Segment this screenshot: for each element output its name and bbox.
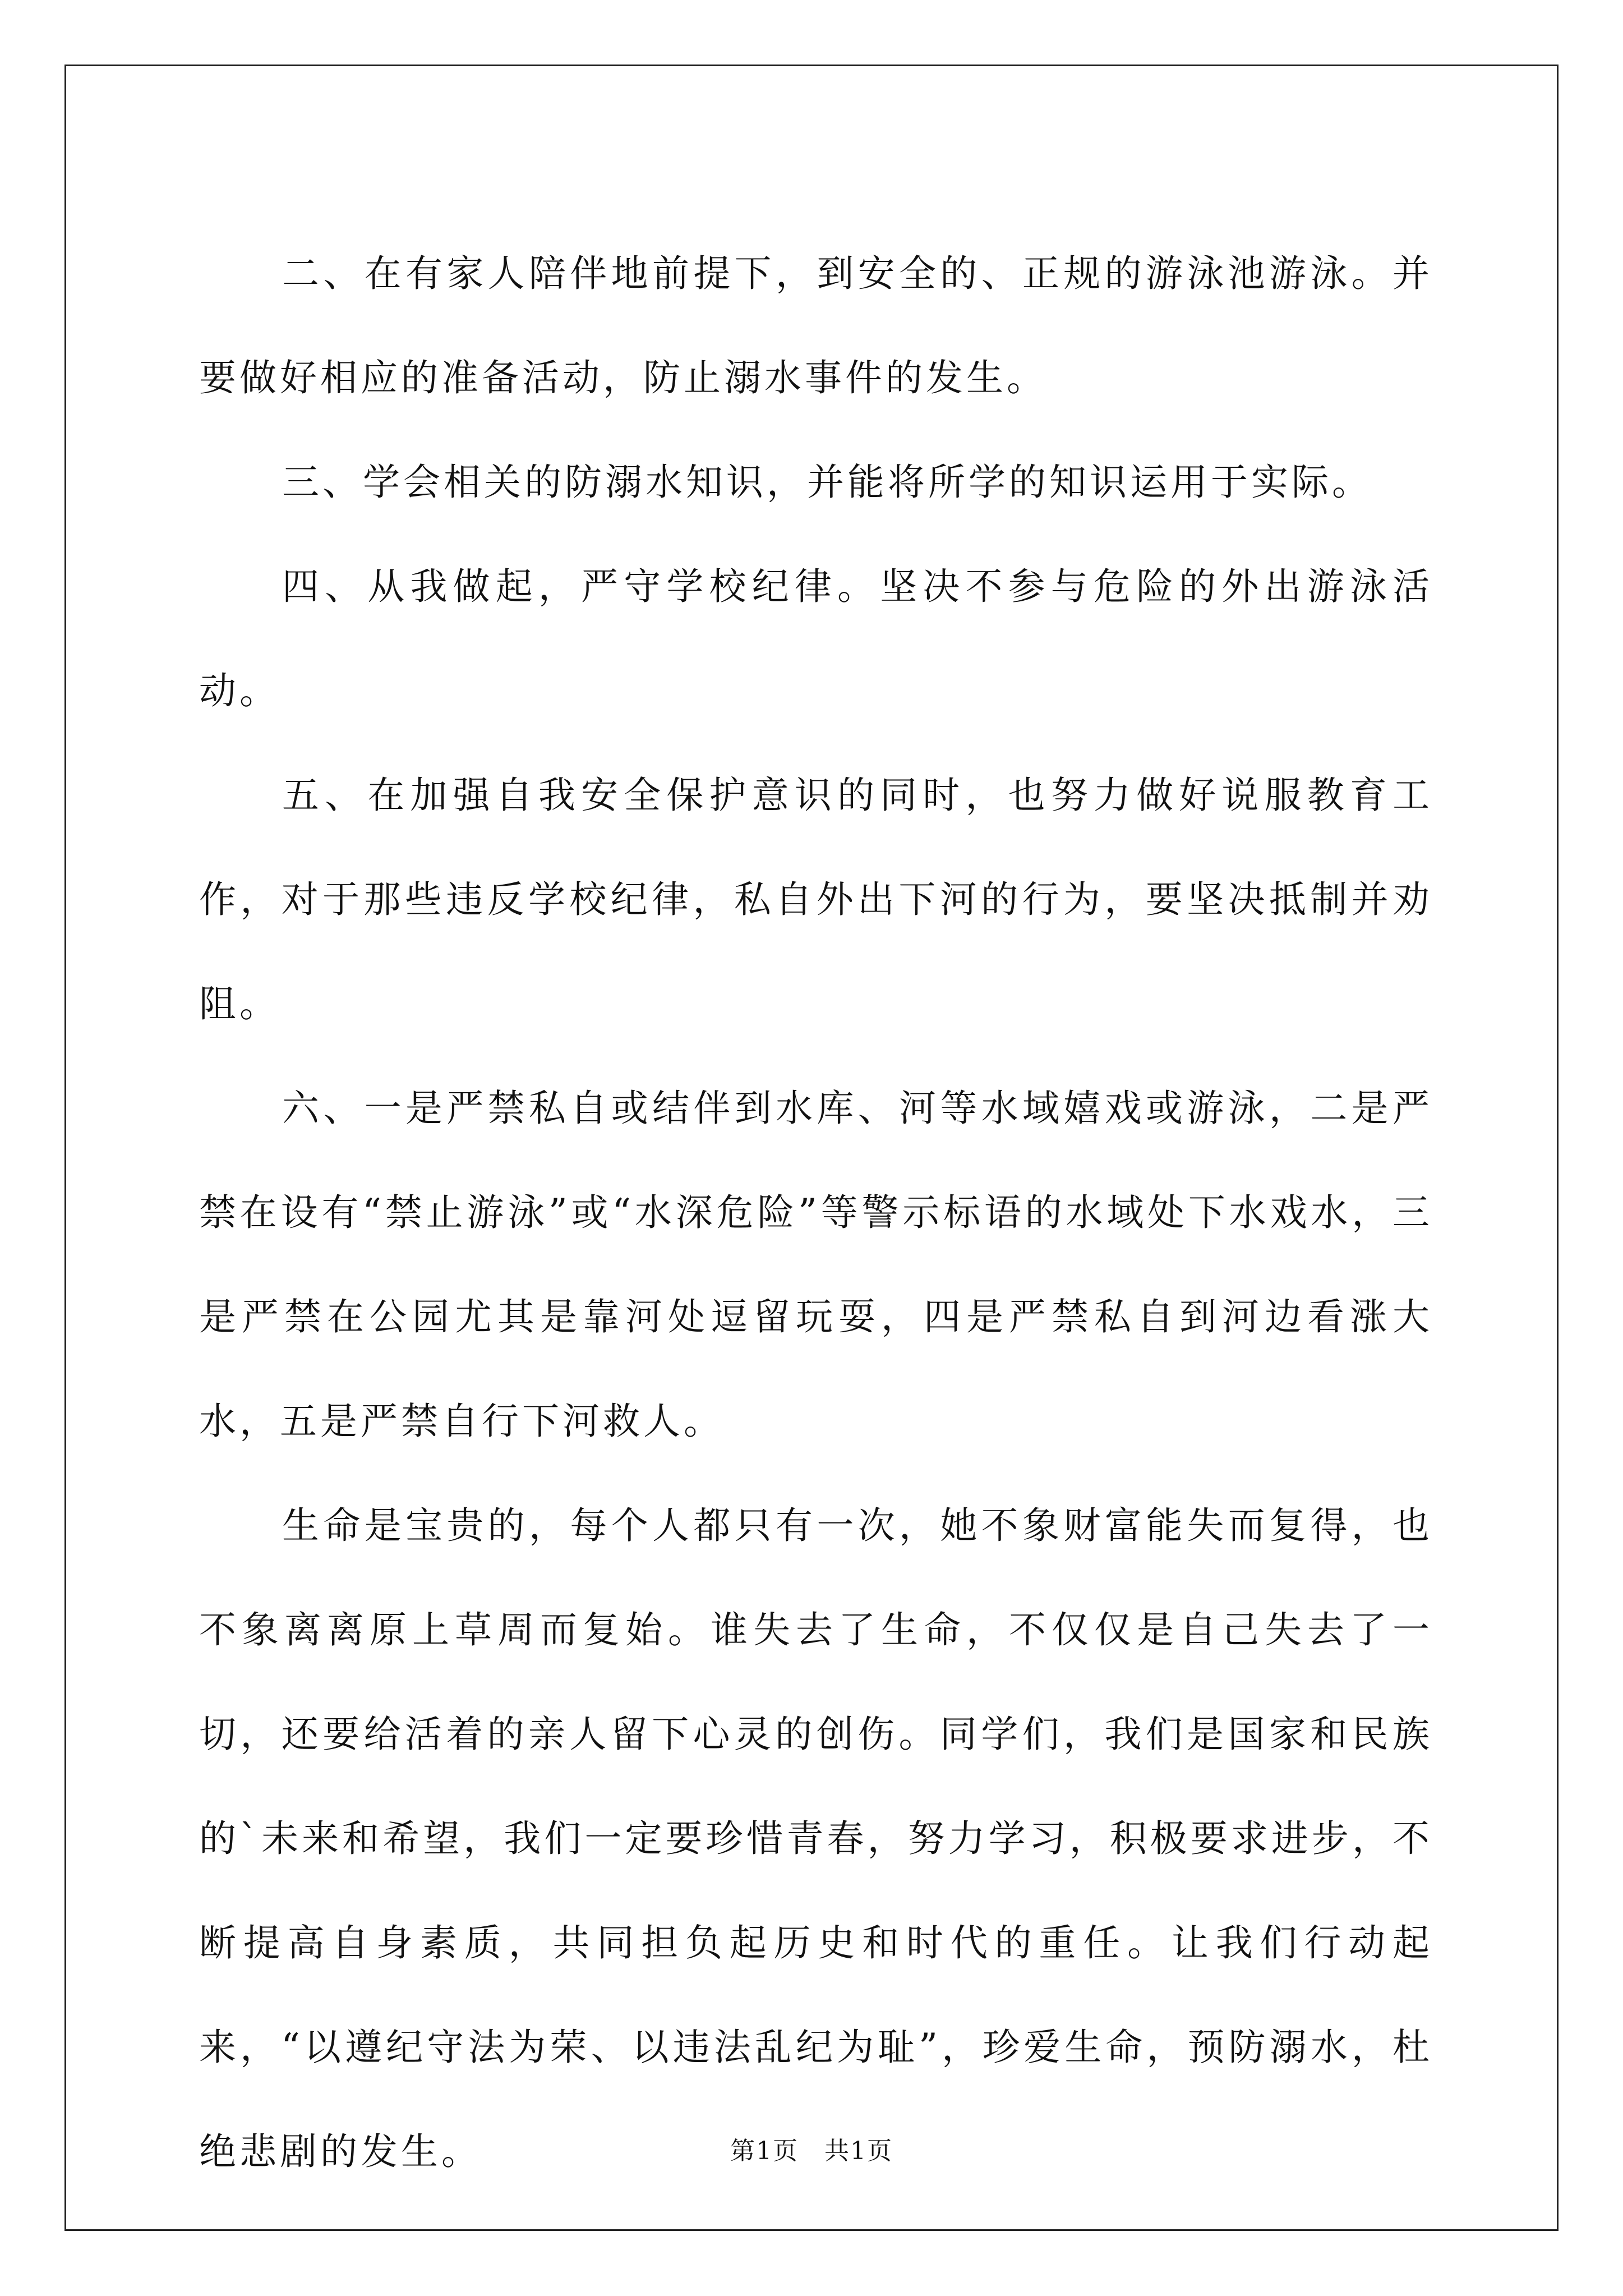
paragraph-4: 四、从我做起，严守学校纪律。坚决不参与危险的外出游泳活动。 [199,565,1433,712]
paragraph-6: 六、一是严禁私自或结伴到水库、河等水域嬉戏或游泳，二是严禁在设有“禁止游泳”或“水深危险”等警示标语的水域处下水戏水，三是严禁在公园尤其是靠河处逗留玩耍，四是严禁私自到河边看涨大水，五是严禁自行下河救人。 [199,1087,1433,1443]
page-footer: 第1页 共1页 [730,2137,893,2165]
paragraph-3: 三、学会相关的防溺水知识，并能将所学的知识运用于实际。 [282,461,1372,504]
paragraph-2: 二、在有家人陪伴地前提下，到安全的、正规的游泳池游泳。并要做好相应的准备活动，防止溺水事件的发生。 [199,252,1433,399]
paragraph-5: 五、在加强自我安全保护意识的同时，也努力做好说服教育工作，对于那些违反学校纪律，私自外出下河的行为，要坚决抵制并劝阻。 [199,774,1433,1025]
closing-paragraph: 生命是宝贵的，每个人都只有一次，她不象财富能失而复得，也不象离离原上草周而复始。谁失去了生命，不仅仅是自己失去了一切，还要给活着的亲人留下心灵的创伤。同学们，我们是国家和民族的`未来和希望，我们一定要珍惜青春，努力学习，积极要求进步，不断提高自身素质，共同担负起历史和时代的重任。让我们行动起来，“以遵纪守法为荣、以违法乱纪为耻”，珍爱生命，预防溺水，杜绝悲剧的发生。 [199,1504,1433,2173]
document-body [199,222,1433,2204]
